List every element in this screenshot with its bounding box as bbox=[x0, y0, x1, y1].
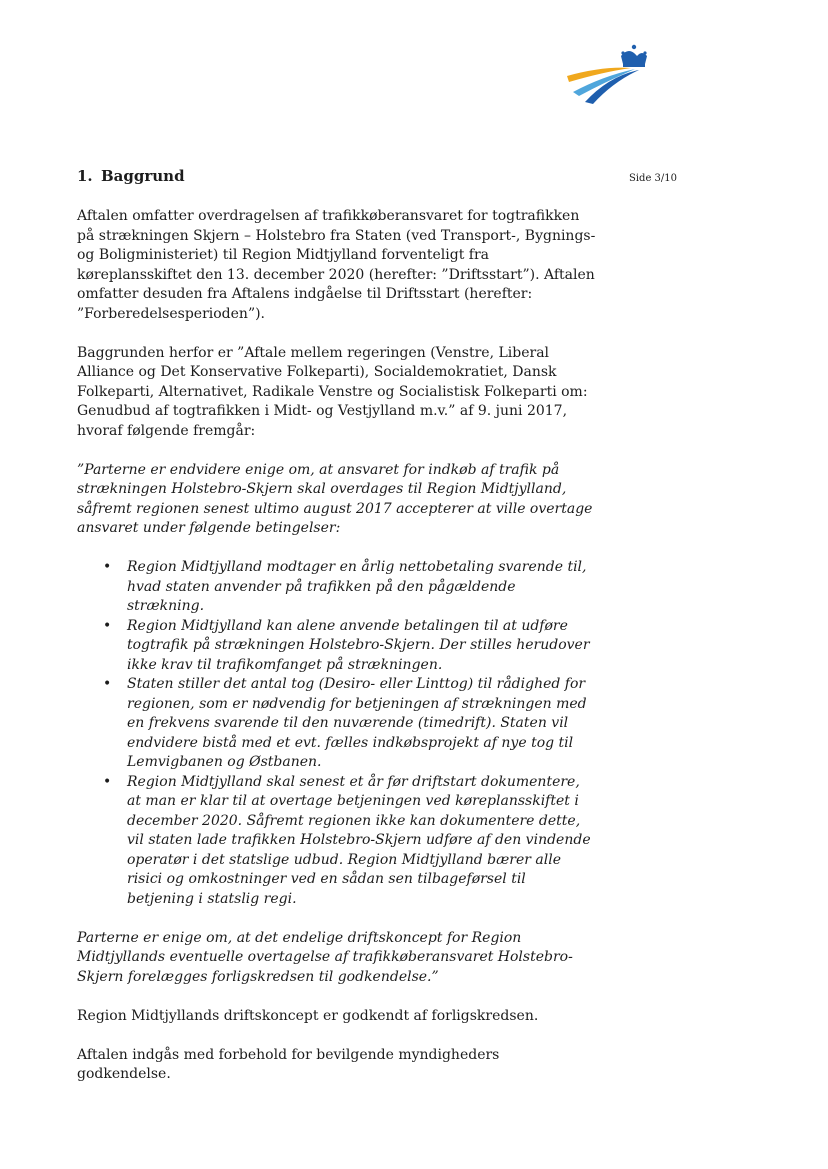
quote-end-paragraph: Parterne er enige om, at det endelige driftskoncept for Region Midtjyllands eventuelle overtagelse af trafikkøberansvaret Holstebro-Skjern forelægges forligskredsen til godkendelse.” bbox=[77, 929, 573, 985]
conditions-list bbox=[77, 558, 597, 909]
reservation-paragraph: Aftalen indgås med forbehold for bevilgende myndigheders godkendelse. bbox=[77, 1046, 500, 1082]
document-body bbox=[77, 207, 597, 1104]
list-item: • Region Midtjylland skal senest et år før driftstart dokumentere, at man er klar til at overtage betjeningen ved køreplansskiftet i december 2020. Såfremt regionen ikke kan dokumentere dette, vil staten lade trafikken Holstebro-Skjern udføre af den vindende operatør i det statslige udbud. Region Midtjylland bærer alle risici og omkostninger ved en sådan sen tilbageførsel til betjening i statslig regi. bbox=[127, 773, 597, 910]
page-number: Side 3/10 bbox=[629, 173, 678, 184]
crown-icon bbox=[621, 45, 647, 67]
crown-swoosh-logo-icon bbox=[563, 42, 651, 106]
background-paragraph: Baggrunden herfor er ”Aftale mellem regeringen (Venstre, Liberal Alliance og Det Konservative Folkeparti), Socialdemokratiet, Dansk Folkeparti, Alternativet, Radikale Venstre og Socialistisk Folkeparti om: Genudbud af togtrafikken i Midt- og Vestjylland m.v.” af 9. juni 2017, hvoraf følgende fremgår: bbox=[77, 344, 588, 439]
list-item: • Region Midtjylland modtager en årlig nettobetaling svarende til, hvad staten anvender på trafikken på den pågældende strækning. bbox=[127, 558, 597, 617]
quote-intro-paragraph: ”Parterne er endvidere enige om, at ansvaret for indkøb af trafik på strækningen Holstebro-Skjern skal overdages til Region Midtjylland, såfremt regionen senest ultimo august 2017 accepterer at ville overtage ansvaret under følgende betingelser: bbox=[77, 461, 593, 536]
approved-paragraph: Region Midtjyllands driftskoncept er godkendt af forligskredsen. bbox=[77, 1007, 539, 1024]
section-heading bbox=[77, 166, 185, 186]
list-item: • Staten stiller det antal tog (Desiro- eller Linttog) til rådighed for regionen, som er nødvendig for betjeningen af strækningen med en frekvens svarende til den nuværende (timedrift). Staten vil endvidere bistå med et evt. fælles indkøbsprojekt af nye tog til Lemvigbanen og Østbanen. bbox=[127, 675, 597, 773]
intro-paragraph: Aftalen omfatter overdragelsen af trafikkøberansvaret for togtrafikken på strækningen Skjern – Holstebro fra Staten (ved Transport-, Bygnings- og Boligministeriet) til Region Midtjylland forventeligt fra køreplansskiftet den 13. december 2020 (herefter: ”Driftsstart”). Aftalen omfatter desuden fra Aftalens indgåelse til Driftsstart (herefter: ”Forberedelsesperioden”). bbox=[77, 208, 596, 322]
section-number: 1. bbox=[77, 167, 93, 185]
list-item: • Region Midtjylland kan alene anvende betalingen til at udføre togtrafik på strækningen Holstebro-Skjern. Der stilles herudover ikke krav til trafikomfanget på strækningen. bbox=[127, 617, 597, 676]
section-title: Baggrund bbox=[101, 167, 185, 185]
